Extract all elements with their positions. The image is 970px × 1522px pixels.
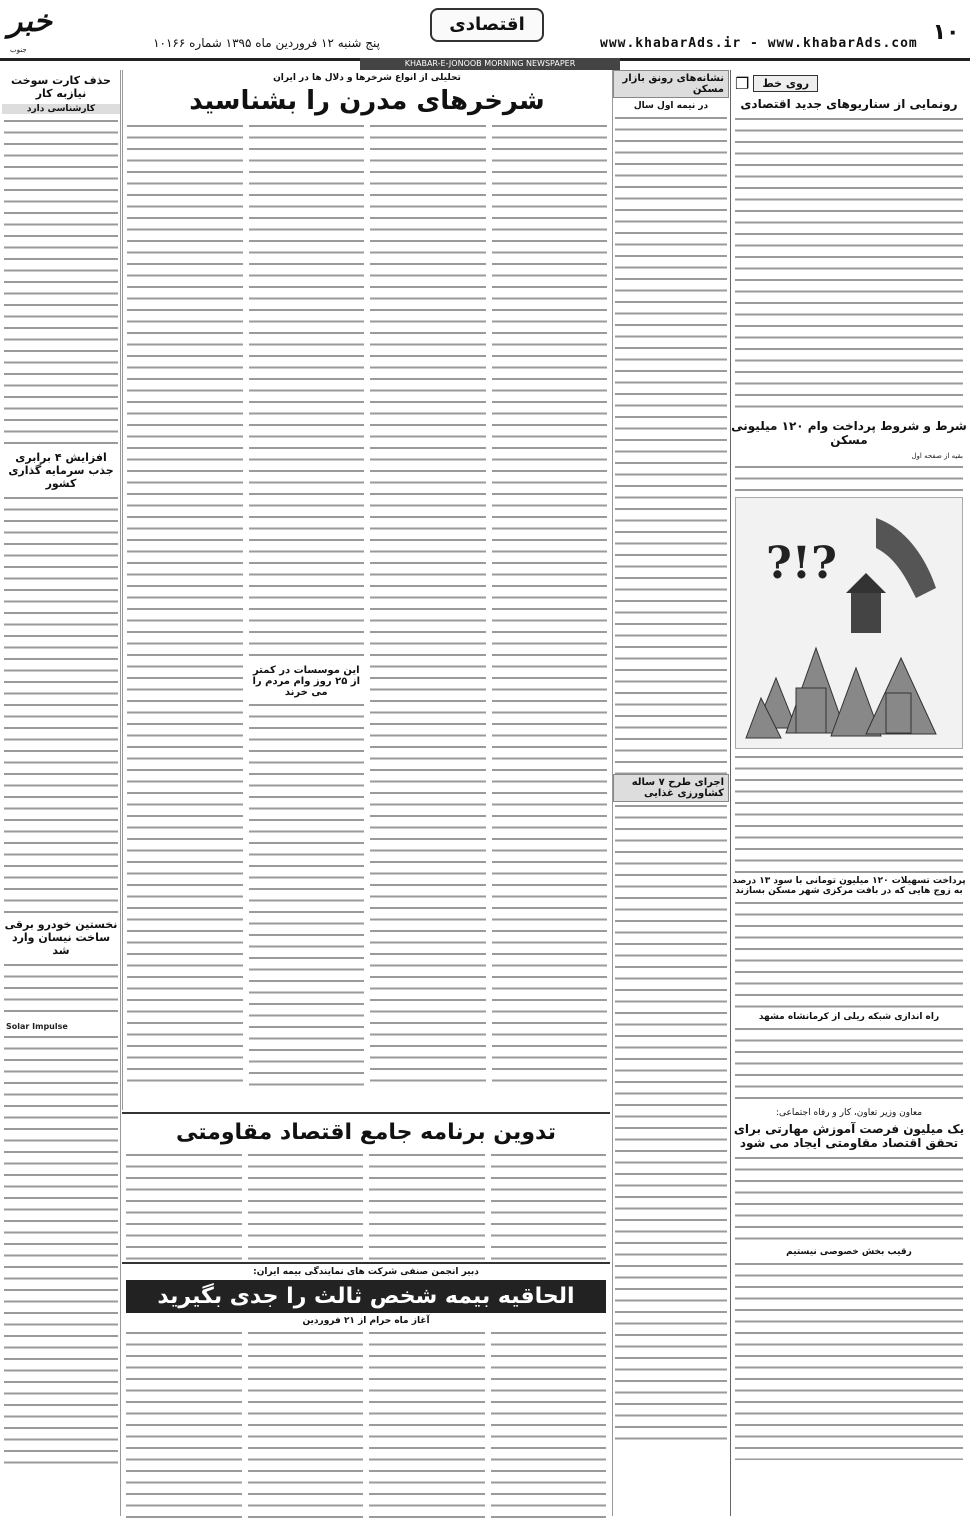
column-right [730,70,967,1516]
article-headline: افزایش ۴ برابری جذب سرمایه گذاری کشور [8,451,114,490]
article-subheading: رقیب بخش خصوصی نیستیم [786,1246,912,1257]
section-title: اقتصادی [430,8,544,42]
body-column [248,1151,364,1261]
body-column [248,1329,364,1519]
story-headline: تدوین برنامه جامع اقتصاد مقاومتی [176,1120,556,1145]
article-headline: شرط و شروط پرداخت وام ۱۲۰ میلیونی مسکن [731,419,967,447]
body-column [126,1329,242,1519]
body-column [249,122,365,1091]
article-subheading: راه اندازی شبکه ریلی از کرمانشاه مشهد [758,1011,940,1022]
article-subheading: این موسسات در کمتر از ۲۵ روز وام مردم را می خرند [252,665,361,698]
page-number: ۱۰ [932,20,960,45]
body-text [249,701,365,1091]
main-body-columns [123,122,611,1091]
column-left [2,70,121,1516]
column-mid [612,70,729,1516]
english-masthead: KHABAR-E-JONOOB MORNING NEWSPAPER [360,58,620,70]
body-column [491,1151,607,1261]
article-headline: یک میلیون فرصت آموزش مهارتی برای تحقق اقتصاد مقاومتی ایجاد می شود [733,1121,965,1150]
article-headline: حذف کارت سوخت نیازبه کار [11,74,111,100]
box-title: نشانه‌های رونق بازار مسکن [613,70,729,98]
body-column [369,1151,485,1261]
masthead [0,0,970,61]
logo-subtitle: جنوب [10,46,27,54]
article-subheading: آغاز ماه حرام از ۲۱ فروردین [302,1316,430,1326]
story-resistance-economy [122,1112,610,1261]
article-body [4,1033,118,1473]
article-body [4,117,118,447]
article-headline: نخستین خودرو برقی ساخت نیسان وارد شد [4,918,118,957]
copy-icon: ❐ [735,74,750,93]
body-column [369,1329,485,1519]
article-body [4,961,118,1021]
article-body [615,802,727,1442]
body-column [492,122,608,1082]
article-body [615,114,727,774]
story-headline: الحاقیه بیمه شخص ثالث را جدی بگیرید [126,1280,606,1313]
body-column [370,122,486,1082]
article-body [735,753,963,873]
story-columns [122,1151,610,1261]
article-body [735,1260,963,1460]
box-title: اجرای طرح ۷ ساله کشاورزی غذایی [613,774,729,802]
article-body [735,1025,963,1105]
article-kicker: دبیر انجمن صنفی شرکت های نمایندگی بیمه ایران: [253,1267,479,1277]
plane-name: Solar Impulse [6,1022,68,1031]
article-body [735,463,963,493]
column-main [122,70,611,1110]
newspaper-logo: خبر [7,4,53,39]
website-url[interactable]: www.khabarAds.ir - www.khabarAds.com [600,36,918,51]
story-insurance [122,1262,610,1519]
box-subtitle: در نیمه اول سال [633,101,709,111]
story-columns [122,1329,610,1519]
article-subheading: پرداخت تسهیلات ۱۲۰ میلیون تومانی با سود ۱۳ درصد به زوج هایی که در بافت مرکزی شهر مسکن بسازند [732,875,966,896]
article-body [735,115,963,415]
article-kicker: معاون وزیر تعاون، کار و رفاه اجتماعی: [775,1107,923,1118]
article-body [735,1154,963,1244]
section-badge: روی خط [753,75,818,92]
body-text [249,122,365,662]
article-body [735,899,963,1009]
body-column [491,1329,607,1519]
main-headline: شرخرهای مدرن را بشناسید [189,86,545,116]
badge-row [735,74,963,93]
article-note: بقیه از صفحه اول [911,452,963,460]
article-kicker: تحلیلی از انواع شرخرها و دلال ها در ایران [273,73,461,83]
dateline: پنج شنبه ۱۲ فروردین ماه ۱۳۹۵ شماره ۱۰۱۶۶ [153,36,380,50]
article-headline: رونمایی از سناریوهای جدید اقتصادی [740,97,958,111]
article-subheading: کارشناسی دارد [2,104,120,114]
house-hand-illustration [736,498,962,746]
question-marks: ?!? [766,537,837,589]
illustration [735,497,963,749]
body-column [126,1151,242,1261]
body-column [127,122,243,1082]
article-body [4,494,118,914]
